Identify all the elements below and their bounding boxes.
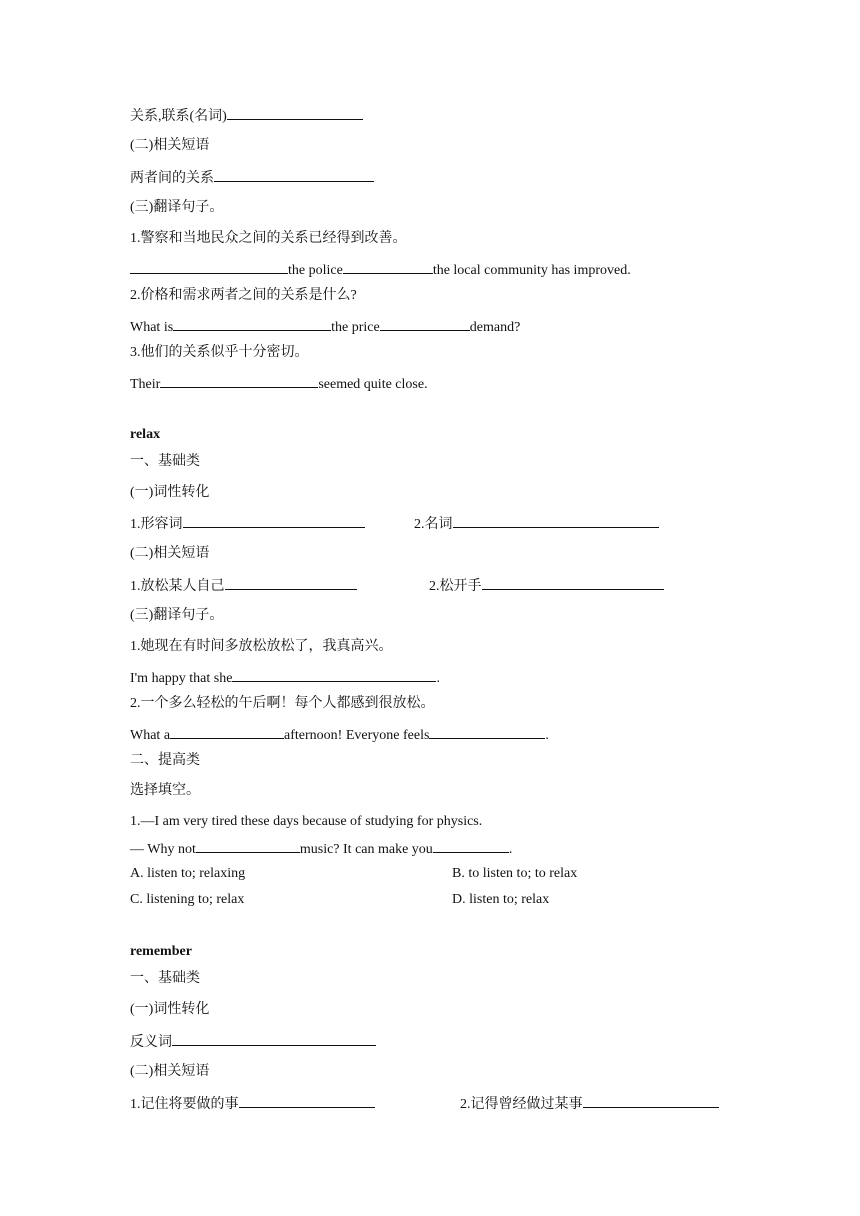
answer-blank[interactable] [172,1032,376,1046]
phrases-heading: (二)相关短语 [130,546,210,561]
option-c[interactable]: C. listening to; relax [130,892,245,907]
phrase-line [130,168,374,188]
answer-blank[interactable] [173,317,331,331]
answer-blank[interactable] [183,514,365,528]
answer-blank[interactable] [170,725,284,739]
mc-question: 1.—I am very tired these days because of studying for physics. [130,814,483,829]
wordform-heading: (一)词性转化 [130,1002,210,1017]
basic-heading: 一、基础类 [130,971,200,986]
answer-blank[interactable] [130,260,288,274]
advanced-heading: 二、提高类 [130,753,200,768]
answer-blank[interactable] [214,168,374,182]
answer-blank[interactable] [343,260,433,274]
answer-blank[interactable] [482,576,664,590]
choose-heading: 选择填空。 [130,783,200,798]
answer-blank[interactable] [227,106,363,120]
text: What a [130,728,171,743]
question-en [130,725,549,745]
answer-blank[interactable] [433,839,509,853]
text: What is [130,320,174,335]
question-en [130,668,440,688]
wordform-line [130,514,365,534]
word-title-relax: relax [130,427,161,442]
noun-line [130,106,363,126]
basic-heading: 一、基础类 [130,454,200,469]
phrase-line-2 [460,1094,719,1114]
answer-blank[interactable] [239,1094,375,1108]
text: 反义词 [130,1035,172,1050]
question-en [130,374,428,394]
translate-heading: (三)翻译句子。 [130,608,224,623]
text: . [545,728,549,743]
text: demand? [469,320,521,335]
answer-blank[interactable] [196,839,300,853]
question-cn: 3.他们的关系似乎十分密切。 [130,345,309,360]
answer-blank[interactable] [453,514,659,528]
phrase-line [130,1094,375,1114]
answer-blank[interactable] [225,576,357,590]
mc-question-2 [130,839,512,859]
answer-blank[interactable] [232,668,436,682]
option-d[interactable]: D. listen to; relax [452,892,550,907]
text: seemed quite close. [318,377,428,392]
phrases-heading: (二)相关短语 [130,1064,210,1079]
question-cn: 1.警察和当地民众之间的关系已经得到改善。 [130,231,407,246]
phrase-label: 两者间的关系 [130,171,214,186]
text: the police [288,263,343,278]
answer-blank[interactable] [583,1094,719,1108]
question-en [130,260,631,280]
option-b[interactable]: B. to listen to; to relax [452,866,578,881]
text: the price [331,320,380,335]
question-cn: 2.一个多么轻松的午后啊！每个人都感到很放松。 [130,696,435,711]
text: I'm happy that she [130,671,233,686]
noun-label: 关系,联系(名词) [130,109,227,124]
wordform-heading: (一)词性转化 [130,485,210,500]
text: Their [130,377,161,392]
answer-blank[interactable] [160,374,318,388]
text: the local community has improved. [432,263,631,278]
text: afternoon! Everyone feels [284,728,430,743]
text: . [436,671,440,686]
answer-blank[interactable] [429,725,545,739]
text: — Why not [130,842,196,857]
text: 1.形容词 [130,517,183,532]
text: 1.放松某人自己 [130,579,225,594]
answer-blank[interactable] [380,317,470,331]
antonym-line [130,1032,376,1052]
question-cn: 1.她现在有时间多放松放松了，我真高兴。 [130,639,393,654]
word-title-remember: remember [130,944,192,959]
text: 2.名词 [414,517,453,532]
text: 2.记得曾经做过某事 [460,1097,583,1112]
text: 2.松开手 [429,579,482,594]
wordform-line-2 [414,514,659,534]
option-a[interactable]: A. listen to; relaxing [130,866,246,881]
text: music? It can make you [299,842,433,857]
text: 1.记住将要做的事 [130,1097,239,1112]
question-cn: 2.价格和需求两者之间的关系是什么? [130,288,357,303]
question-en [130,317,520,337]
phrase-line [130,576,357,596]
phrase-line-2 [429,576,664,596]
phrases-heading: (二)相关短语 [130,138,210,153]
translate-heading: (三)翻译句子。 [130,200,224,215]
text: . [508,842,513,857]
